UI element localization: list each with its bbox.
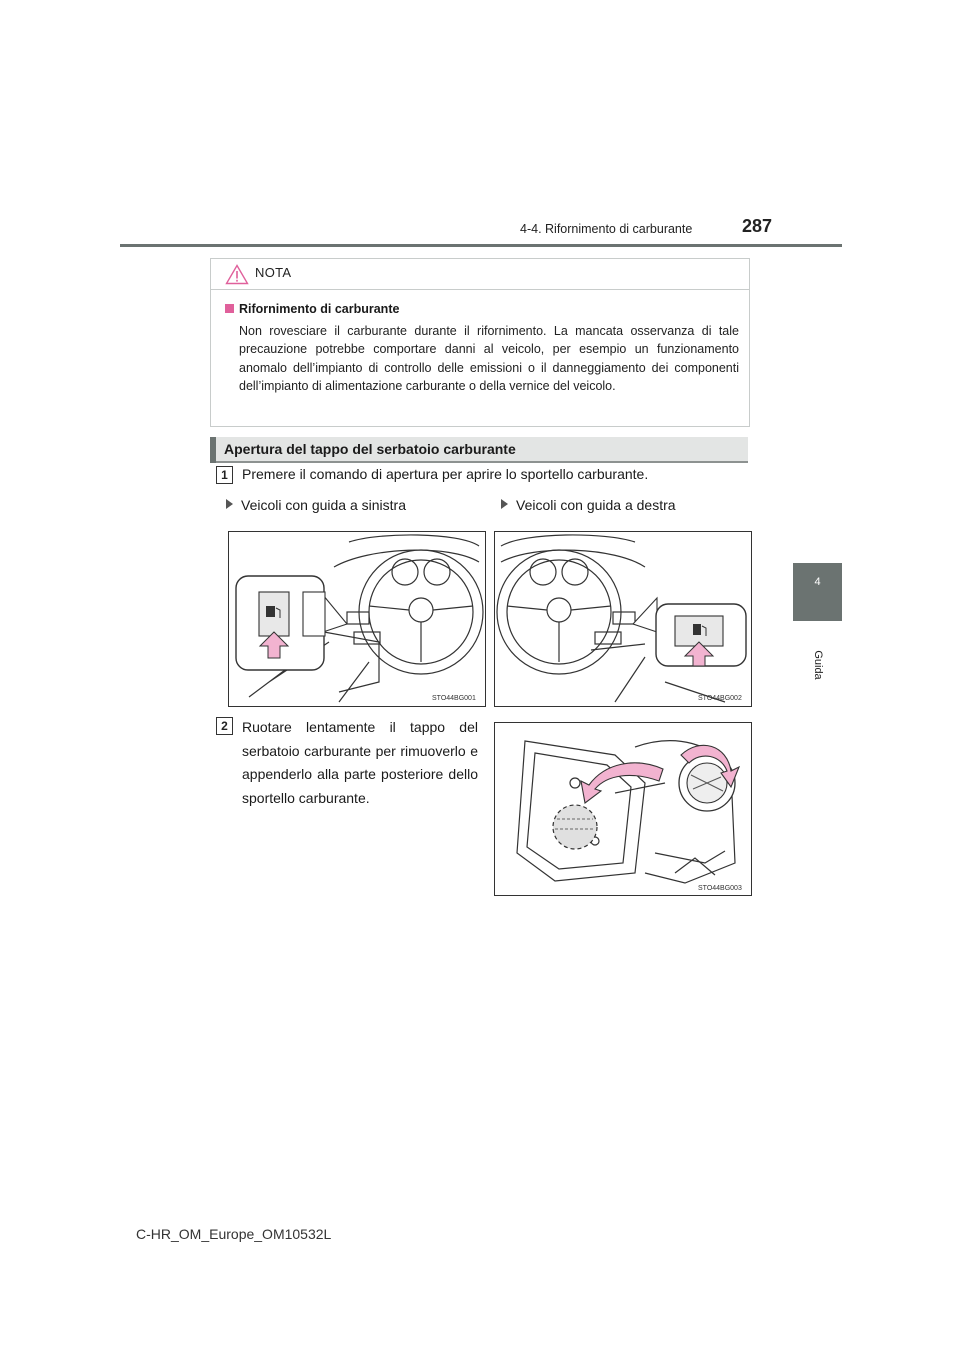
fuel-cap-illustration <box>495 723 751 895</box>
lhd-label <box>226 497 406 513</box>
running-header-section: 4-4. Rifornimento di carburante <box>520 222 693 236</box>
square-bullet-icon <box>225 304 234 313</box>
note-subtitle <box>225 302 399 316</box>
triangle-bullet-icon <box>501 499 508 509</box>
note-title: NOTA <box>255 265 292 280</box>
dashboard-illustration <box>495 532 751 706</box>
step-2-badge: 2 <box>216 717 233 735</box>
section-heading <box>210 437 748 463</box>
step-2-text: Ruotare lentamente il tappo del serbatoio carburante per rimuoverlo e appenderlo alla parte posteriore dello sportello carburante. <box>242 719 478 806</box>
header-rule <box>120 244 842 247</box>
note-header <box>211 259 749 290</box>
chapter-label <box>808 640 828 690</box>
rhd-label <box>501 497 676 513</box>
note-body: Non rovesciare il carburante durante il rifornimento. La mancata osservanza di tale precauzione potrebbe comportare danni al veicolo, per esempio un funzionamento anomalo dell’impianto di controllo delle emissioni o il danneggiamento dei componenti dell’impianto di alimentazione carburante o della vernice del veicolo. <box>239 324 739 393</box>
figure-lhd-dashboard <box>228 531 486 707</box>
chapter-tab <box>793 563 842 621</box>
figure-1-code: STO44BG001 <box>432 695 476 702</box>
document-id: C-HR_OM_Europe_OM10532L <box>136 1226 332 1242</box>
chapter-number: 4 <box>814 576 821 588</box>
figure-fuel-cap <box>494 722 752 896</box>
note-box <box>210 258 750 427</box>
step-1-badge: 1 <box>216 466 233 484</box>
figure-3-code: STO44BG003 <box>698 885 742 892</box>
lhd-label-text: Veicoli con guida a sinistra <box>241 497 406 513</box>
warning-triangle-icon <box>225 264 249 285</box>
note-subtitle-text: Rifornimento di carburante <box>239 302 400 316</box>
chapter-label-text: Guida <box>812 650 824 680</box>
figure-rhd-dashboard <box>494 531 752 707</box>
section-heading-text: Apertura del tappo del serbatoio carburante <box>224 441 516 457</box>
triangle-bullet-icon <box>226 499 233 509</box>
step-1-text: Premere il comando di apertura per aprire lo sportello carburante. <box>242 466 649 482</box>
page-number: 287 <box>742 216 773 236</box>
dashboard-illustration <box>229 532 485 706</box>
section-heading-bar <box>210 437 216 463</box>
figure-2-code: STO44BG002 <box>698 695 742 702</box>
rhd-label-text: Veicoli con guida a destra <box>516 497 676 513</box>
